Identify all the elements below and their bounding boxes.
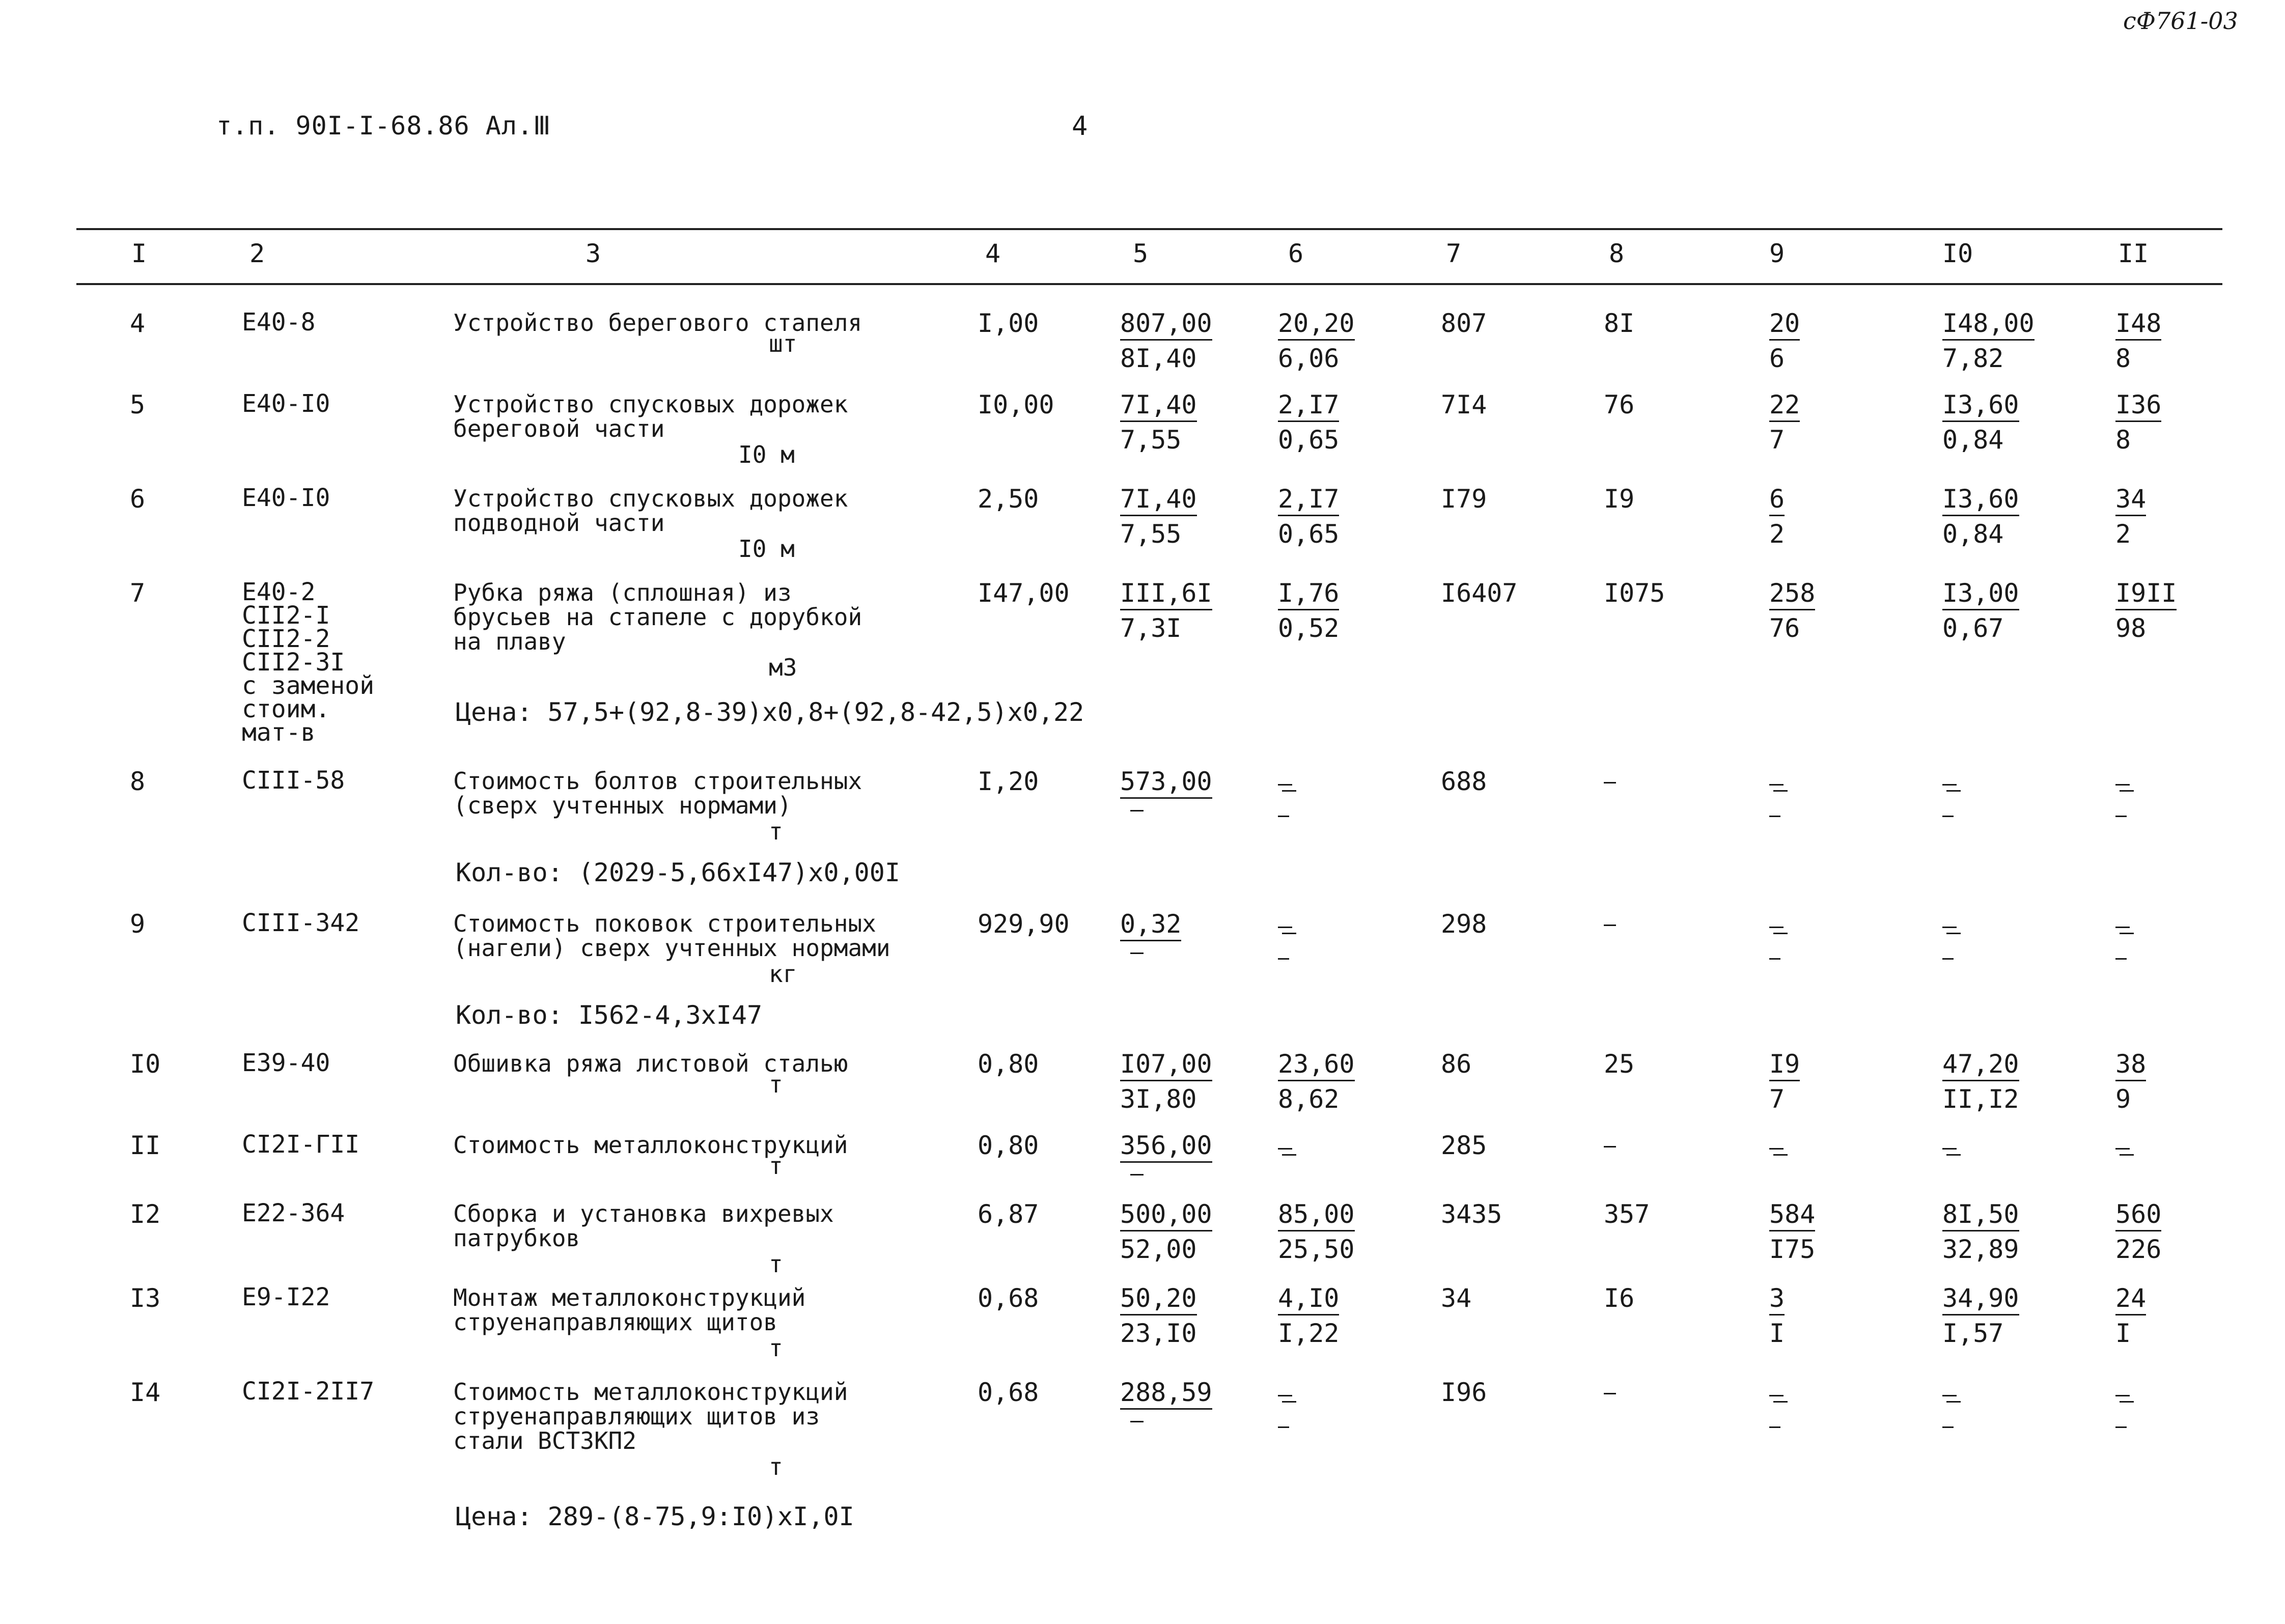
unit-of-measure: м3	[769, 654, 797, 681]
empty-value-mark	[2120, 933, 2134, 934]
column-header: 3	[586, 239, 601, 268]
column-header: 7	[1446, 239, 1462, 268]
empty-value-mark	[1769, 1426, 1780, 1428]
fraction-numerator: I48	[2115, 311, 2161, 341]
fraction-value	[1120, 911, 1181, 954]
calculation-note: Кол-во: (2029-5,66xI47)x0,00I	[456, 858, 900, 887]
fraction-value	[1942, 486, 2019, 547]
norm-code: E40-I0	[242, 389, 330, 418]
quantity: I0,00	[978, 390, 1054, 419]
row-number: 7	[130, 578, 146, 608]
empty-value-mark	[1773, 1401, 1788, 1403]
fraction-numerator: 6	[1769, 486, 1785, 516]
work-description: Стоимость болтов строительных	[453, 767, 862, 795]
fraction-numerator: I3,60	[1942, 486, 2019, 516]
work-description: брусьев на стапеле с дорубкой	[453, 603, 862, 631]
empty-value-mark	[1604, 925, 1616, 926]
quantity: 0,68	[978, 1378, 1039, 1407]
fraction-denominator: 226	[2115, 1235, 2162, 1264]
empty-value-mark	[1604, 782, 1616, 783]
fraction-value	[1120, 1285, 1197, 1346]
empty-value-mark	[1278, 927, 1292, 928]
fraction-numerator: 24	[2115, 1285, 2146, 1315]
empty-value-mark	[1278, 784, 1292, 786]
fraction-denominator	[1120, 1421, 1212, 1422]
unit-of-measure: т	[769, 818, 783, 845]
empty-value-mark	[1946, 933, 1961, 934]
fraction-numerator: I48,00	[1942, 311, 2035, 341]
fraction-denominator: I,22	[1278, 1319, 1340, 1348]
empty-value-mark	[1278, 816, 1289, 817]
empty-value-mark	[1942, 1395, 1957, 1396]
machine-cost: 357	[1604, 1199, 1650, 1229]
empty-value-mark	[1773, 1154, 1788, 1156]
empty-value-mark	[2115, 927, 2130, 928]
norm-code: CII2-I	[242, 601, 330, 630]
fraction-value	[1769, 1051, 1800, 1112]
empty-value-mark	[1278, 1395, 1292, 1396]
fraction-numerator: 7I,40	[1120, 486, 1197, 516]
fraction-value	[1942, 1201, 2019, 1262]
fraction-numerator: 288,59	[1120, 1380, 1212, 1410]
work-description: Монтаж металлоконструкций	[453, 1284, 806, 1311]
work-description: Сборка и установка вихревых	[453, 1200, 834, 1227]
row-number: 4	[130, 309, 146, 338]
fraction-denominator: I,57	[1942, 1319, 2004, 1348]
fraction-value	[1942, 580, 2019, 641]
fraction-value	[1942, 392, 2019, 453]
fraction-numerator: 20	[1769, 311, 1800, 341]
empty-value-mark	[2115, 958, 2127, 960]
fraction-value	[2115, 486, 2146, 547]
fraction-numerator: III,6I	[1120, 580, 1212, 610]
norm-code: CIII-342	[242, 909, 360, 937]
total-cost: 285	[1441, 1131, 1487, 1160]
empty-value-mark	[1942, 927, 1957, 928]
fraction-numerator: 4,I0	[1278, 1285, 1339, 1315]
machine-cost: I9	[1604, 484, 1635, 514]
fraction-value	[1120, 392, 1197, 453]
fraction-numerator: 584	[1769, 1201, 1815, 1231]
empty-value-mark	[1769, 958, 1780, 960]
empty-value-mark	[1942, 784, 1957, 786]
norm-code: E39-40	[242, 1049, 330, 1077]
fraction-denominator	[1120, 953, 1181, 954]
fraction-denominator: 7	[1769, 1084, 1785, 1114]
fraction-numerator: 8I,50	[1942, 1201, 2019, 1231]
fraction-denominator: 32,89	[1942, 1235, 2019, 1264]
fraction-value	[2115, 1201, 2161, 1262]
unit-of-measure: кг	[769, 960, 797, 988]
work-description: Стоимость поковок строительных	[453, 910, 876, 937]
empty-value-mark	[1769, 816, 1780, 817]
table-top-rule	[76, 228, 2222, 230]
column-header: 9	[1769, 239, 1785, 268]
empty-value-mark	[1769, 1395, 1784, 1396]
fraction-denominator: I75	[1769, 1235, 1816, 1264]
fraction-value	[1769, 1285, 1785, 1346]
work-description: Стоимость металлоконструкций	[453, 1378, 848, 1406]
fraction-value	[1942, 1285, 2019, 1346]
fraction-value	[2115, 1051, 2146, 1112]
norm-code: CII2-3I	[242, 648, 345, 677]
column-header: 8	[1609, 239, 1625, 268]
fraction-denominator: I	[1769, 1319, 1785, 1348]
fraction-numerator: 356,00	[1120, 1133, 1212, 1163]
empty-value-mark	[1130, 1174, 1144, 1175]
column-header: II	[2118, 239, 2149, 268]
norm-code: CII2-2	[242, 625, 330, 653]
fraction-numerator: 50,20	[1120, 1285, 1197, 1315]
total-cost: 86	[1441, 1049, 1472, 1079]
fraction-numerator: 22	[1769, 392, 1800, 422]
work-description: подводной части	[453, 509, 665, 537]
empty-value-mark	[1282, 933, 1296, 934]
fraction-denominator	[1120, 810, 1212, 811]
norm-code: с заменой	[242, 671, 375, 700]
norm-code: E9-I22	[242, 1283, 330, 1311]
norm-code: E40-I0	[242, 484, 330, 512]
fraction-value	[1769, 1201, 1815, 1262]
work-description: струенаправляющих щитов из	[453, 1403, 820, 1430]
machine-cost: I075	[1604, 578, 1665, 608]
fraction-value	[1120, 1051, 1212, 1112]
fraction-denominator: 25,50	[1278, 1235, 1355, 1264]
norm-code: CI2I-2II7	[242, 1377, 375, 1406]
total-cost: I96	[1441, 1378, 1487, 1407]
fraction-numerator: I36	[2115, 392, 2161, 422]
machine-cost: 8I	[1604, 309, 1635, 338]
empty-value-mark	[1942, 958, 1954, 960]
fraction-value	[2115, 580, 2177, 641]
fraction-denominator: 0,52	[1278, 613, 1340, 643]
row-number: I2	[130, 1199, 161, 1229]
norm-code: мат-в	[242, 718, 316, 747]
unit-of-measure: I0 м	[738, 441, 795, 468]
fraction-numerator: 38	[2115, 1051, 2146, 1081]
fraction-denominator: 9	[2115, 1084, 2131, 1114]
empty-value-mark	[1130, 953, 1144, 954]
fraction-value	[1769, 311, 1800, 371]
norm-code: CI2I-ГII	[242, 1130, 360, 1159]
work-description: на плаву	[453, 628, 566, 655]
total-cost: 34	[1441, 1283, 1472, 1313]
row-number: 6	[130, 484, 146, 514]
norm-code: E40-8	[242, 308, 316, 337]
empty-value-mark	[1946, 1154, 1961, 1156]
empty-value-mark	[1769, 927, 1784, 928]
fraction-value	[1942, 1051, 2019, 1112]
total-cost: 7I4	[1441, 390, 1487, 419]
fraction-numerator: I,76	[1278, 580, 1339, 610]
empty-value-mark	[1942, 1148, 1957, 1150]
unit-of-measure: шт	[769, 330, 797, 357]
empty-value-mark	[2120, 1401, 2134, 1403]
fraction-denominator	[1120, 1174, 1212, 1175]
page-number: 4	[1072, 111, 1088, 142]
calculation-note: Кол-во: I562-4,3xI47	[456, 1000, 763, 1030]
fraction-numerator: 3	[1769, 1285, 1785, 1315]
empty-value-mark	[1769, 784, 1784, 786]
fraction-denominator: 52,00	[1120, 1235, 1197, 1264]
fraction-value	[1278, 311, 1355, 371]
fraction-numerator: 560	[2115, 1201, 2161, 1231]
fraction-value	[1120, 486, 1197, 547]
fraction-value	[1120, 311, 1212, 371]
fraction-denominator: 7,82	[1942, 344, 2004, 373]
fraction-denominator: 2	[1769, 519, 1785, 549]
fraction-denominator: I	[2115, 1319, 2131, 1348]
unit-of-measure: т	[769, 1453, 783, 1480]
unit-of-measure: т	[769, 1334, 783, 1362]
quantity: 0,68	[978, 1283, 1039, 1313]
fraction-denominator: 6,06	[1278, 344, 1340, 373]
quantity: 6,87	[978, 1199, 1039, 1229]
fraction-numerator: 7I,40	[1120, 392, 1197, 422]
fraction-value	[1120, 1133, 1212, 1175]
empty-value-mark	[2120, 1154, 2134, 1156]
norm-code: CIII-58	[242, 766, 345, 795]
fraction-value	[1120, 769, 1212, 811]
fraction-numerator: 807,00	[1120, 311, 1212, 341]
work-description: Устройство спусковых дорожек	[453, 485, 848, 512]
empty-value-mark	[1946, 790, 1961, 792]
empty-value-mark	[1278, 1426, 1289, 1428]
fraction-numerator: I9	[1769, 1051, 1800, 1081]
work-description: Устройство берегового стапеля	[453, 309, 862, 337]
row-number: II	[130, 1131, 161, 1160]
fraction-value	[1278, 580, 1339, 641]
unit-of-measure: I0 м	[738, 535, 795, 563]
fraction-numerator: 2,I7	[1278, 486, 1339, 516]
fraction-numerator: 47,20	[1942, 1051, 2019, 1081]
column-header: 6	[1288, 239, 1304, 268]
fraction-numerator: 34	[2115, 486, 2146, 516]
total-cost: 807	[1441, 309, 1487, 338]
row-number: 8	[130, 767, 146, 796]
fraction-denominator: II,I2	[1942, 1084, 2019, 1114]
row-number: I4	[130, 1378, 161, 1407]
fraction-denominator: 6	[1769, 344, 1785, 373]
fraction-denominator: 0,84	[1942, 425, 2004, 455]
empty-value-mark	[1130, 1421, 1144, 1422]
row-number: 9	[130, 909, 146, 939]
empty-value-mark	[2120, 790, 2134, 792]
fraction-numerator: I07,00	[1120, 1051, 1212, 1081]
fraction-denominator: 7	[1769, 425, 1785, 455]
empty-value-mark	[1282, 1154, 1296, 1156]
fraction-value	[1942, 311, 2035, 371]
fraction-value	[1278, 486, 1339, 547]
calculation-note: Цена: 289-(8-75,9:I0)xI,0I	[456, 1502, 854, 1531]
row-number: I3	[130, 1283, 161, 1313]
empty-value-mark	[1769, 1148, 1784, 1150]
empty-value-mark	[1278, 1148, 1292, 1150]
fraction-value	[1278, 1285, 1339, 1346]
quantity: I,00	[978, 309, 1039, 338]
machine-cost: I6	[1604, 1283, 1635, 1313]
document-code: т.п. 90I-I-68.86 Ал.Ⅲ	[216, 111, 551, 141]
fraction-denominator: 98	[2115, 613, 2147, 643]
fraction-numerator: 85,00	[1278, 1201, 1355, 1231]
total-cost: 688	[1441, 767, 1487, 796]
fraction-numerator: 23,60	[1278, 1051, 1355, 1081]
fraction-numerator: 573,00	[1120, 769, 1212, 799]
quantity: I47,00	[978, 578, 1070, 608]
fraction-denominator: 8	[2115, 344, 2131, 373]
empty-value-mark	[1130, 810, 1144, 811]
empty-value-mark	[1773, 790, 1788, 792]
fraction-value	[1120, 580, 1212, 641]
fraction-denominator: 0,65	[1278, 425, 1340, 455]
fraction-numerator: 258	[1769, 580, 1815, 610]
total-cost: I79	[1441, 484, 1487, 514]
fraction-denominator: 7,3I	[1120, 613, 1182, 643]
work-description: (сверх учтенных нормами)	[453, 792, 792, 819]
column-header: 2	[249, 239, 265, 268]
empty-value-mark	[1942, 816, 1954, 817]
fraction-denominator: 0,84	[1942, 519, 2004, 549]
quantity: 0,80	[978, 1131, 1039, 1160]
total-cost: 298	[1441, 909, 1487, 939]
total-cost: I6407	[1441, 578, 1518, 608]
empty-value-mark	[2115, 816, 2127, 817]
empty-value-mark	[2115, 1148, 2130, 1150]
norm-code: E40-2	[242, 578, 316, 606]
empty-value-mark	[1604, 1146, 1616, 1147]
norm-code: E22-364	[242, 1199, 345, 1227]
column-header: I0	[1942, 239, 1973, 268]
fraction-value	[1769, 392, 1800, 453]
norm-code: стоим.	[242, 695, 330, 723]
quantity: 2,50	[978, 484, 1039, 514]
empty-value-mark	[1278, 958, 1289, 960]
quantity: 0,80	[978, 1049, 1039, 1079]
row-number: I0	[130, 1049, 161, 1079]
work-description: (нагели) сверх учтенных нормами	[453, 934, 890, 962]
empty-value-mark	[1604, 1393, 1616, 1394]
fraction-value	[1769, 486, 1785, 547]
empty-value-mark	[2115, 1395, 2130, 1396]
empty-value-mark	[1773, 933, 1788, 934]
fraction-denominator: 23,I0	[1120, 1319, 1197, 1348]
fraction-denominator: 0,67	[1942, 613, 2004, 643]
work-description: Стоимость металлоконструкций	[453, 1131, 848, 1159]
fraction-value	[1120, 1201, 1212, 1262]
work-description: Устройство спусковых дорожек	[453, 390, 848, 418]
work-description: Обшивка ряжа листовой сталью	[453, 1050, 848, 1077]
work-description: струенаправляющих щитов	[453, 1308, 777, 1336]
unit-of-measure: т	[769, 1250, 783, 1278]
fraction-value	[1278, 1051, 1355, 1112]
work-description: Рубка ряжа (сплошная) из	[453, 579, 792, 606]
fraction-value	[2115, 311, 2161, 371]
fraction-denominator: 7,55	[1120, 425, 1182, 455]
machine-cost: 76	[1604, 390, 1635, 419]
empty-value-mark	[1282, 790, 1296, 792]
fraction-numerator: 500,00	[1120, 1201, 1212, 1231]
empty-value-mark	[2115, 1426, 2127, 1428]
fraction-numerator: 34,90	[1942, 1285, 2019, 1315]
fraction-denominator: 8	[2115, 425, 2131, 455]
column-header: I	[131, 239, 147, 268]
fraction-value	[1120, 1380, 1212, 1422]
table-header-rule	[76, 283, 2222, 285]
fraction-denominator: 76	[1769, 613, 1800, 643]
fraction-denominator: 8I,40	[1120, 344, 1197, 373]
fraction-value	[2115, 1285, 2146, 1346]
fraction-numerator: 0,32	[1120, 911, 1181, 941]
empty-value-mark	[1946, 1401, 1961, 1403]
work-description: береговой части	[453, 415, 665, 442]
fraction-numerator: I3,00	[1942, 580, 2019, 610]
fraction-numerator: 20,20	[1278, 311, 1355, 341]
quantity: 929,90	[978, 909, 1070, 939]
fraction-denominator: 7,55	[1120, 519, 1182, 549]
quantity: I,20	[978, 767, 1039, 796]
fraction-numerator: I3,60	[1942, 392, 2019, 422]
empty-value-mark	[2115, 784, 2130, 786]
column-header: 4	[985, 239, 1001, 268]
work-description: патрубков	[453, 1224, 580, 1252]
fraction-numerator: 2,I7	[1278, 392, 1339, 422]
total-cost: 3435	[1441, 1199, 1502, 1229]
unit-of-measure: т	[769, 1071, 783, 1098]
machine-cost: 25	[1604, 1049, 1635, 1079]
empty-value-mark	[1282, 1401, 1296, 1403]
archive-mark: сФ761-03	[2123, 7, 2238, 35]
fraction-value	[1278, 1201, 1355, 1262]
unit-of-measure: т	[769, 1152, 783, 1180]
fraction-denominator: 2	[2115, 519, 2131, 549]
fraction-value	[1769, 580, 1815, 641]
fraction-denominator: 8,62	[1278, 1084, 1340, 1114]
empty-value-mark	[1942, 1426, 1954, 1428]
fraction-numerator: I9II	[2115, 580, 2177, 610]
fraction-value	[1278, 392, 1339, 453]
fraction-value	[2115, 392, 2161, 453]
fraction-denominator: 3I,80	[1120, 1084, 1197, 1114]
work-description: стали ВСТ3КП2	[453, 1427, 637, 1454]
row-number: 5	[130, 390, 146, 419]
fraction-denominator: 0,65	[1278, 519, 1340, 549]
column-header: 5	[1133, 239, 1149, 268]
calculation-note: Цена: 57,5+(92,8-39)x0,8+(92,8-42,5)x0,22	[456, 697, 1084, 727]
